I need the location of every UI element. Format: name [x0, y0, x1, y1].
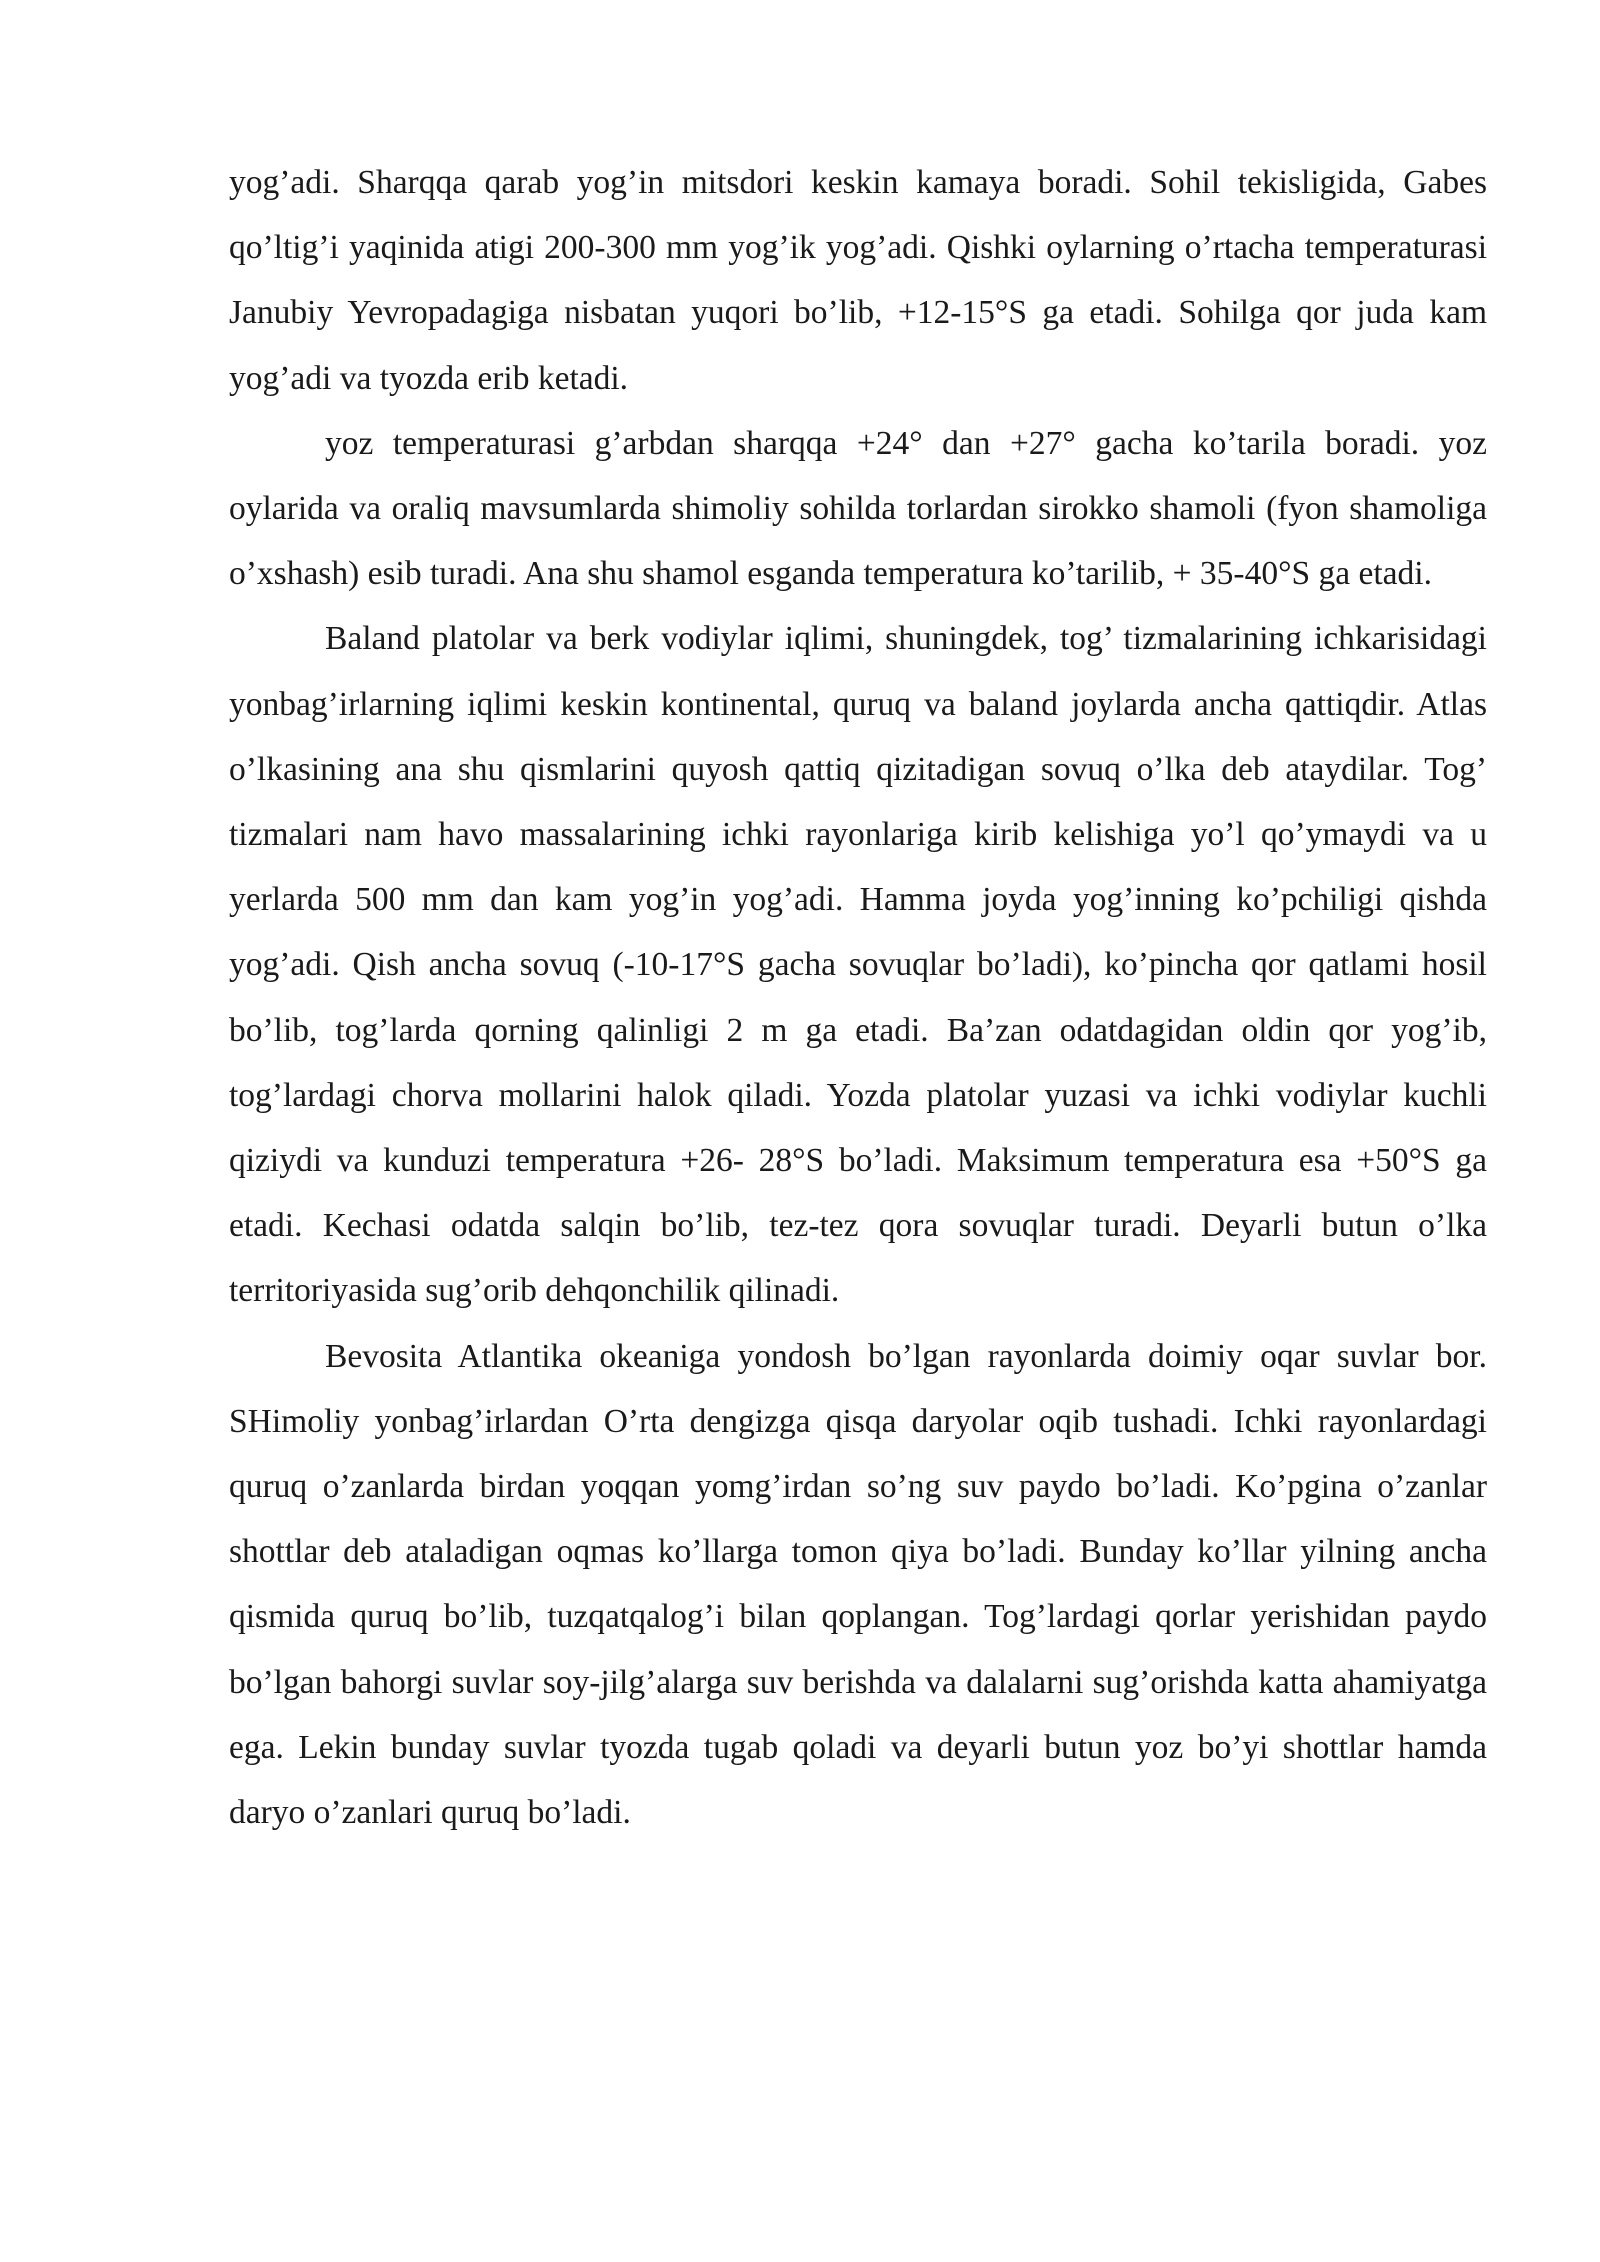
- document-page: [229, 150, 1487, 1845]
- paragraph-1: yog’adi. Sharqqa qarab yog’in mitsdori keskin kamaya boradi. Sohil tekisligida, Gabes qo’ltig’i yaqinida atigi 200-300 mm yog’ik yog’adi. Qishki oylarning o’rtacha temperaturasi Janubiy Yevropadagiga nisbatan yuqori bo’lib, +12-15°S ga etadi. Sohilga qor juda kam yog’adi va tyozda erib ketadi.: [229, 164, 1487, 397]
- paragraph-3: Baland platolar va berk vodiylar iqlimi, shuningdek, tog’ tizmalarining ichkarisidagi yonbag’irlarning iqlimi keskin kontinental, quruq va baland joylarda ancha qattiqdir. Atlas o’lkasining ana shu qismlarini quyosh qattiq qizitadigan sovuq o’lka deb ataydilar. Tog’ tizmalari nam havo massalarining ichki rayonlariga kirib kelishiga yo’l qo’ymaydi va u yerlarda 500 mm dan kam yog’in yog’adi. Hamma joyda yog’inning ko’pchiligi qishda yog’adi. Qish ancha sovuq (-10-17°S gacha sovuqlar bo’ladi), ko’pincha qor qatlami hosil bo’lib, tog’larda qorning qalinligi 2 m ga etadi. Ba’zan odatdagidan oldin qor yog’ib, tog’lardagi chorva mollarini halok qiladi. Yozda platolar yuzasi va ichki vodiylar kuchli qiziydi va kunduzi temperatura +26- 28°S bo’ladi. Maksimum temperatura esa +50°S ga etadi. Kechasi odatda salqin bo’lib, tez-tez qora sovuqlar turadi. Deyarli butun o’lka territoriyasida sug’orib dehqonchilik qilinadi.: [229, 620, 1487, 1310]
- paragraph-4: Bevosita Atlantika okeaniga yondosh bo’lgan rayonlarda doimiy oqar suvlar bor. SHimoliy yonbag’irlardan O’rta dengizga qisqa daryolar oqib tushadi. Ichki rayonlardagi quruq o’zanlarda birdan yoqqan yomg’irdan so’ng suv paydo bo’ladi. Ko’pgina o’zanlar shottlar deb ataladigan oqmas ko’llarga tomon qiya bo’ladi. Bunday ko’llar yilning ancha qismida quruq bo’lib, tuzqatqalog’i bilan qoplangan. Tog’lardagi qorlar yerishidan paydo bo’lgan bahorgi suvlar soy-jilg’alarga suv berishda va dalalarni sug’orishda katta ahamiyatga ega. Lekin bunday suvlar tyozda tugab qoladi va deyarli butun yoz bo’yi shottlar hamda daryo o’zanlari quruq bo’ladi.: [229, 1337, 1487, 1832]
- paragraph-2: yoz temperaturasi g’arbdan sharqqa +24° dan +27° gacha ko’tarila boradi. yoz oylarida va oraliq mavsumlarda shimoliy sohilda torlardan sirokko shamoli (fyon shamoliga o’xshash) esib turadi. Ana shu shamol esganda temperatura ko’tarilib, + 35-40°S ga etadi.: [229, 424, 1487, 593]
